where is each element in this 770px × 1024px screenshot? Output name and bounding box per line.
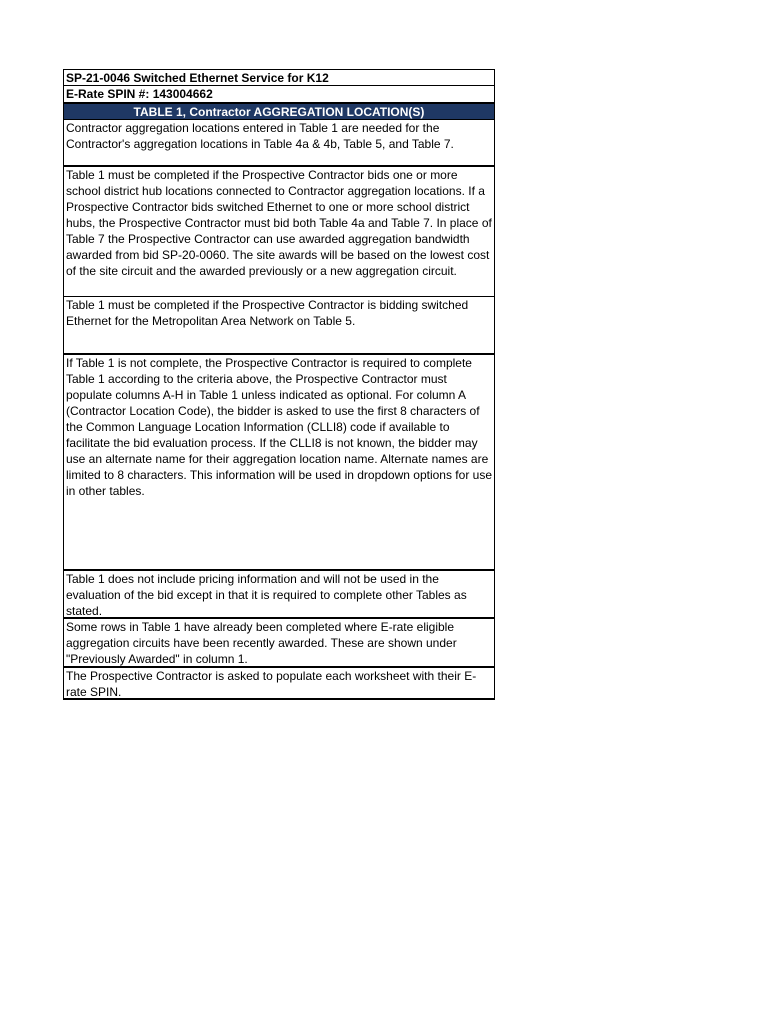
- cell-table1-completion-instructions: [63, 355, 495, 571]
- cell-text: Table 1 must be completed if the Prospective Contractor bids one or more school district hub locations connected to Contractor aggregation locations. If a Prospective Contractor bids switched Ethernet to one or more school district hubs, the Prospective Contractor must bid both Table 4a and Table 7. In place of Table 7 the Prospective Contractor can use awarded aggregation bandwidth awarded from bid SP-20-0060. The site awards will be based on the lowest cost of the site circuit and the awarded previously or a new aggregation circuit.: [66, 168, 492, 278]
- cell-table1-man-requirement: [63, 297, 495, 355]
- spreadsheet-page: [63, 69, 495, 700]
- cell-text: Table 1 must be completed if the Prospective Contractor is bidding switched Ethernet for the Metropolitan Area Network on Table 5.: [66, 298, 469, 328]
- cell-aggregation-intro: [63, 120, 495, 167]
- cell-text: The Prospective Contractor is asked to populate each worksheet with their E-rate SPIN.: [66, 669, 477, 699]
- cell-text: Contractor aggregation locations entered in Table 1 are needed for the Contractor's aggregation locations in Table 4a & 4b, Table 5, and Table 7.: [66, 121, 454, 151]
- cell-text: If Table 1 is not complete, the Prospective Contractor is required to complete Table 1 according to the criteria above, the Prospective Contractor must populate columns A-H in Table 1 unless indicated as optional. For column A (Contractor Location Code), the bidder is asked to use the first 8 characters of the Common Language Location Information (CLLI8) code if available to facilitate the bid evaluation process. If the CLLI8 is not known, the bidder may use an alternate name for their aggregation location name. Alternate names are limited to 8 characters. This information will be used in dropdown options for use in other tables.: [66, 356, 492, 498]
- cell-previously-awarded-note: [63, 619, 495, 668]
- document-title: SP-21-0046 Switched Ethernet Service for K12: [63, 69, 495, 86]
- cell-table1-hub-requirement: [63, 167, 495, 297]
- cell-pricing-note: [63, 571, 495, 619]
- cell-text: Table 1 does not include pricing information and will not be used in the evaluation of the bid except in that it is required to complete other Tables as stated.: [66, 572, 467, 618]
- table-header: TABLE 1, Contractor AGGREGATION LOCATION(S): [63, 103, 495, 120]
- erate-spin: E-Rate SPIN #: 143004662: [63, 86, 495, 103]
- cell-spin-instruction: [63, 668, 495, 700]
- cell-text: Some rows in Table 1 have already been completed where E-rate eligible aggregation circuits have been recently awarded. These are shown under "Previously Awarded" in column 1.: [66, 620, 457, 666]
